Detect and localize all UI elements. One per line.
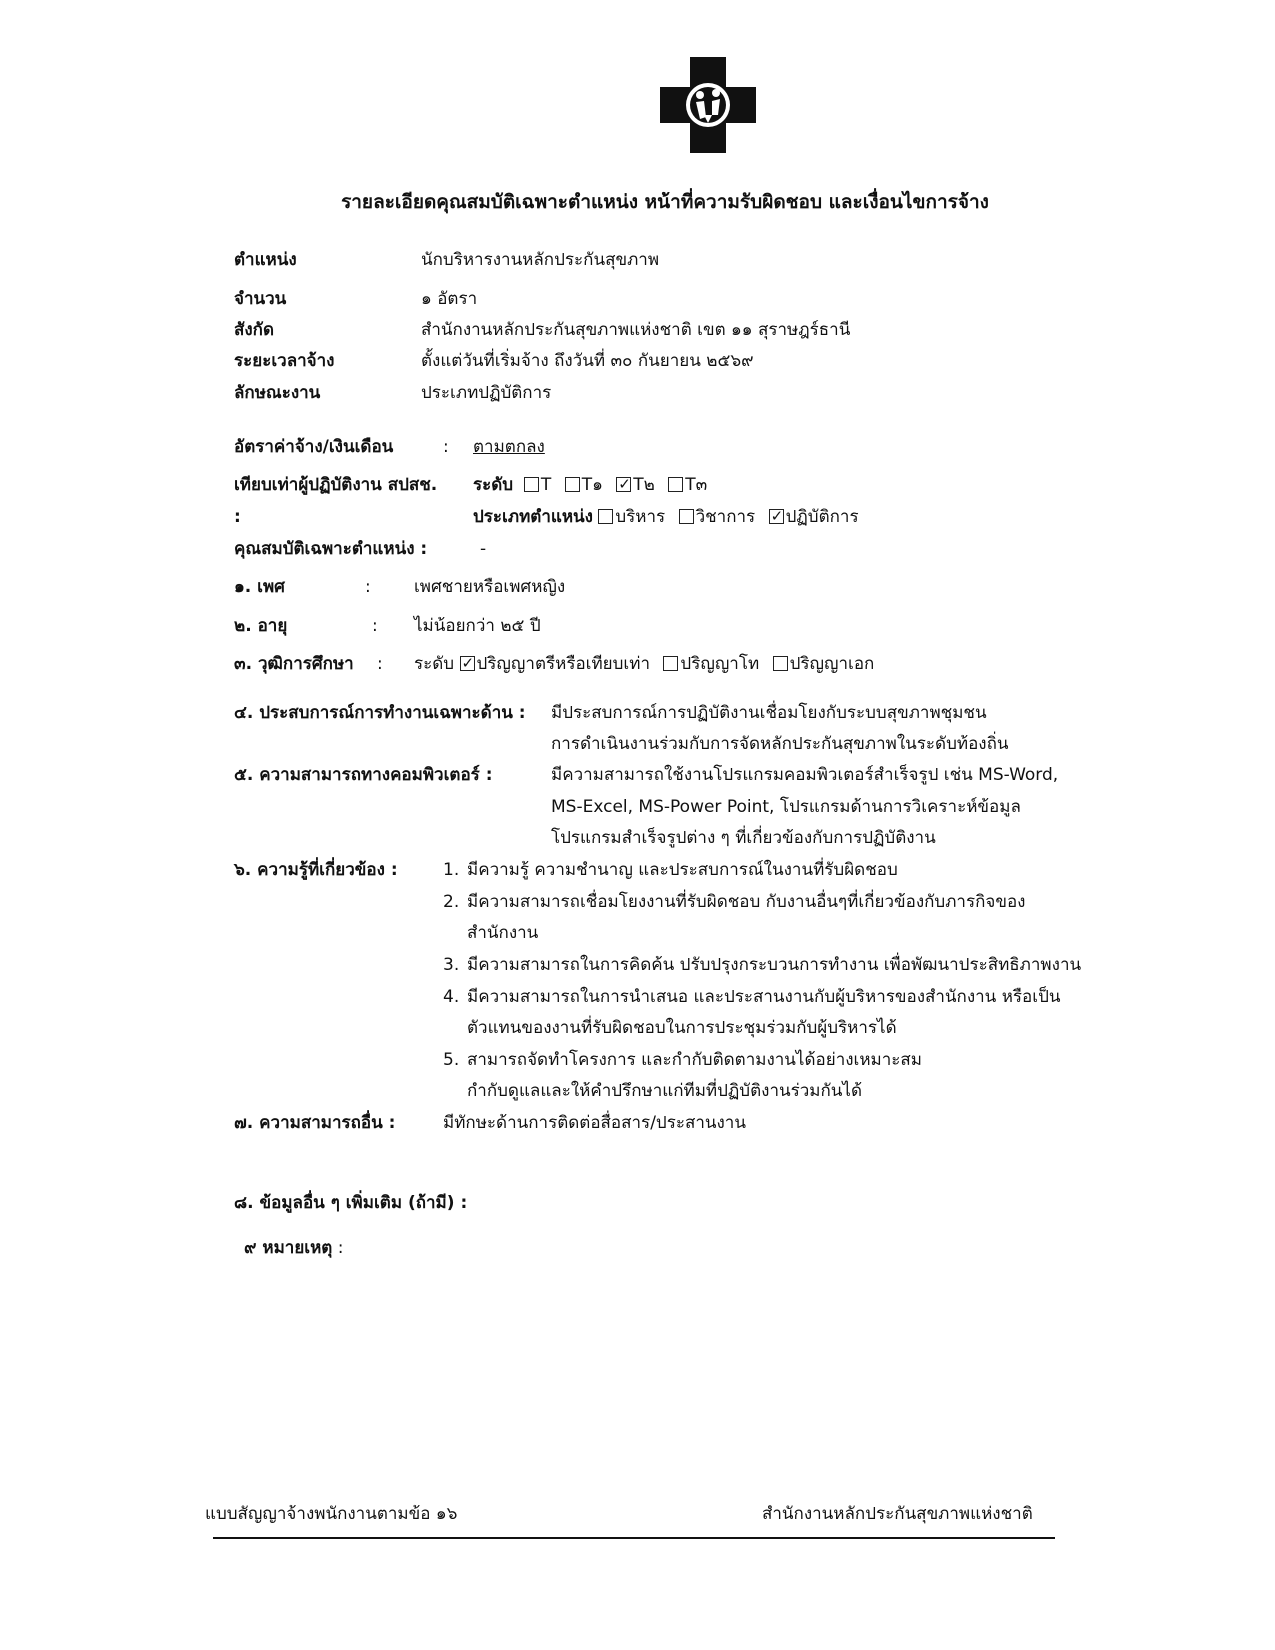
salary-label: อัตราค่าจ้าง/เงินเดือน [234, 437, 394, 457]
level-t1-checkbox[interactable] [565, 477, 580, 492]
exp-label: ๔. ประสบการณ์การทำงานเฉพาะด้าน : [234, 703, 526, 723]
job-type-value: ประเภทปฏิบัติการ [421, 383, 552, 403]
footer-right: สำนักงานหลักประกันสุขภาพแห่งชาติ [762, 1504, 1033, 1524]
duration-label: ระยะเวลาจ้าง [234, 351, 335, 371]
knowledge-item-4-line-1: มีความสามารถในการนำเสนอ และประสานงานกับผู้บริหารของสำนักงาน หรือเป็น [467, 987, 1061, 1007]
knowledge-num-5: 5. [443, 1050, 460, 1070]
knowledge-item-4-line-2: ตัวแทนของงานที่รับผิดชอบในการประชุมร่วมกับผู้บริหารได้ [467, 1018, 897, 1038]
edu-doctor-text: ปริญญาเอก [789, 654, 875, 674]
salary-colon: : [443, 437, 449, 457]
knowledge-item-3: มีความสามารถในการคิดค้น ปรับปรุงกระบวนการทำงาน เพื่อพัฒนาประสิทธิภาพงาน [467, 955, 1082, 975]
edu-bachelor-text: ปริญญาตรีหรือเทียบเท่า [476, 654, 650, 674]
more-info-label: ๘. ข้อมูลอื่น ๆ เพิ่มเติม (ถ้ามี) : [234, 1193, 468, 1213]
sex-colon: : [365, 577, 371, 597]
type-label: ประเภทตำแหน่ง [473, 507, 593, 527]
remark-colon: : [337, 1238, 344, 1258]
type-academic-checkbox[interactable] [679, 509, 694, 524]
knowledge-item-2-line-1: มีความสามารถเชื่อมโยงงานที่รับผิดชอบ กับงานอื่นๆที่เกี่ยวข้องกับภารกิจของ [467, 892, 1026, 912]
qual-value: - [480, 539, 487, 559]
knowledge-num-1: 1. [443, 860, 460, 880]
level-label: ระดับ [473, 475, 514, 495]
nhso-logo [660, 57, 756, 153]
edu-master-text: ปริญญาโท [680, 654, 760, 674]
age-colon: : [372, 616, 378, 636]
knowledge-item-5-line-2: กำกับดูแลและให้คำปรึกษาแก่ทีมที่ปฏิบัติงานร่วมกันได้ [467, 1081, 862, 1101]
level-t3-checkbox[interactable] [668, 477, 683, 492]
affiliation-value: สำนักงานหลักประกันสุขภาพแห่งชาติ เขต ๑๑ สุราษฎร์ธานี [421, 320, 851, 340]
exp-line-1: มีประสบการณ์การปฏิบัติงานเชื่อมโยงกับระบบสุขภาพชุมชน [551, 703, 987, 723]
edu-level-label: ระดับ [414, 654, 455, 674]
other-ability-value: มีทักษะด้านการติดต่อสื่อสาร/ประสานงาน [443, 1113, 746, 1133]
type-academic-text: วิชาการ [695, 507, 756, 527]
job-type-label: ลักษณะงาน [234, 383, 321, 403]
sex-value: เพศชายหรือเพศหญิง [414, 577, 566, 597]
level-t-text: T [540, 475, 552, 495]
equiv-label: เทียบเท่าผู้ปฏิบัติงาน สปสช. [234, 475, 438, 495]
type-operation-text: ปฏิบัติการ [785, 507, 859, 527]
level-t3-text: T๓ [685, 475, 708, 495]
knowledge-num-4: 4. [443, 987, 460, 1007]
knowledge-num-2: 2. [443, 892, 460, 912]
edu-label: ๓. วุฒิการศึกษา [234, 654, 354, 674]
knowledge-num-3: 3. [443, 955, 460, 975]
age-label: ๒. อายุ [234, 616, 288, 636]
age-value: ไม่น้อยกว่า ๒๕ ปี [414, 616, 541, 636]
equiv-types [473, 506, 867, 528]
other-ability-label: ๗. ความสามารถอื่น : [234, 1113, 396, 1133]
footer-left: แบบสัญญาจ้างพนักงานตามข้อ ๑๖ [205, 1504, 458, 1524]
knowledge-label: ๖. ความรู้ที่เกี่ยวข้อง : [234, 860, 398, 880]
knowledge-item-1: มีความรู้ ความชำนาญ และประสบการณ์ในงานที่รับผิดชอบ [467, 860, 898, 880]
sex-label: ๑. เพศ [234, 577, 285, 597]
equiv-levels [473, 474, 715, 496]
remark-label: ๙ หมายเหตุ [244, 1238, 333, 1258]
computer-line-2: MS-Excel, MS-Power Point, โปรแกรมด้านการวิเคราะห์ข้อมูล [551, 797, 1021, 817]
footer-divider [213, 1537, 1055, 1539]
computer-line-1: มีความสามารถใช้งานโปรแกรมคอมพิวเตอร์สำเร็จรูป เช่น MS-Word, [551, 765, 1059, 785]
duration-value: ตั้งแต่วันที่เริ่มจ้าง ถึงวันที่ ๓๐ กันยายน ๒๕๖๙ [421, 351, 754, 371]
position-label: ตำแหน่ง [234, 250, 297, 270]
level-t2-text: T๒ [633, 475, 655, 495]
level-t-checkbox[interactable] [524, 477, 539, 492]
remark [244, 1237, 344, 1259]
quota-label: จำนวน [234, 289, 287, 309]
edu-master-checkbox[interactable] [663, 656, 678, 671]
level-t1-text: T๑ [581, 475, 603, 495]
quota-value: ๑ อัตรา [421, 289, 478, 309]
exp-line-2: การดำเนินงานร่วมกับการจัดหลักประกันสุขภาพในระดับท้องถิ่น [551, 734, 1009, 754]
computer-label: ๕. ความสามารถทางคอมพิวเตอร์ : [234, 765, 493, 785]
qual-label: คุณสมบัติเฉพาะตำแหน่ง : [234, 539, 428, 559]
type-operation-checkbox[interactable] [769, 509, 784, 524]
level-t2-checkbox[interactable] [616, 477, 631, 492]
affiliation-label: สังกัด [234, 320, 275, 340]
type-admin-checkbox[interactable] [598, 509, 613, 524]
edu-colon: : [377, 654, 383, 674]
edu-doctor-checkbox[interactable] [773, 656, 788, 671]
page-title: รายละเอียดคุณสมบัติเฉพาะตำแหน่ง หน้าที่ความรับผิดชอบ และเงื่อนไขการจ้าง [341, 191, 989, 213]
knowledge-item-5-line-1: สามารถจัดทำโครงการ และกำกับติดตามงานได้อย่างเหมาะสม [467, 1050, 923, 1070]
edu-bachelor-checkbox[interactable] [460, 656, 475, 671]
position-value: นักบริหารงานหลักประกันสุขภาพ [421, 250, 660, 270]
computer-line-3: โปรแกรมสำเร็จรูปต่าง ๆ ที่เกี่ยวข้องกับการปฏิบัติงาน [551, 828, 936, 848]
edu-options [414, 653, 882, 675]
type-admin-text: บริหาร [615, 507, 666, 527]
equiv-colon: : [234, 507, 241, 527]
salary-value: ตามตกลง [473, 437, 545, 457]
knowledge-item-2-line-2: สำนักงาน [467, 923, 539, 943]
